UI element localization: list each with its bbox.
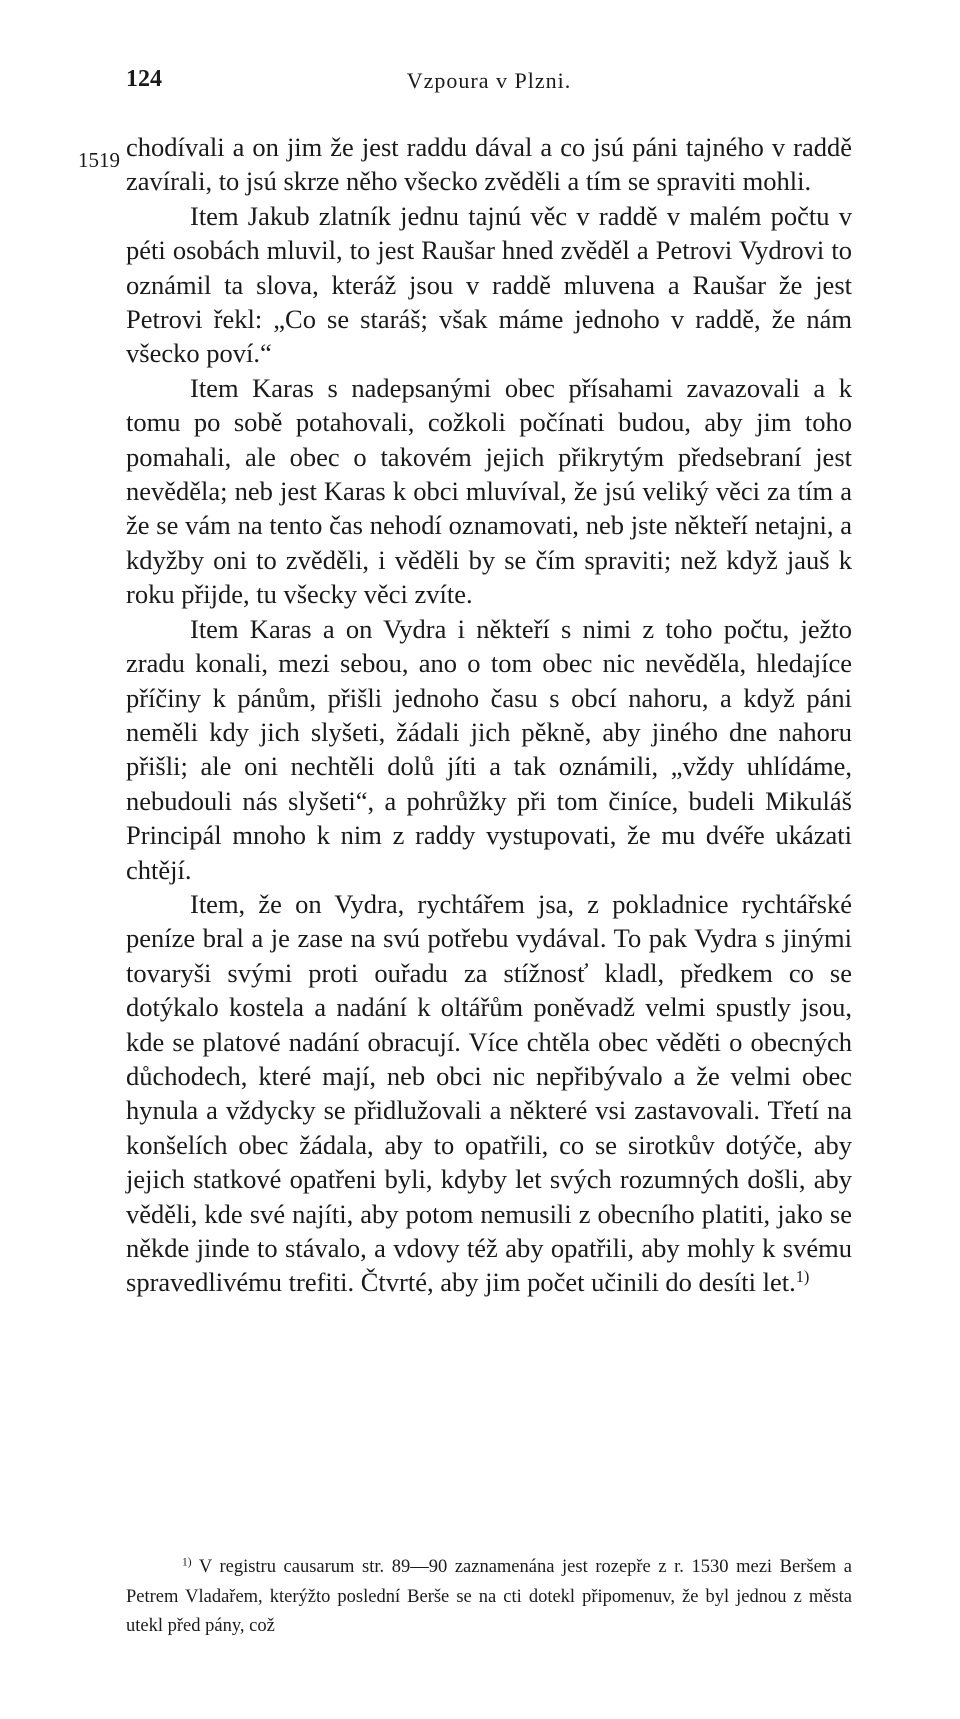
margin-year-note: 1519: [78, 148, 120, 172]
footnote-reference: 1): [795, 1267, 810, 1287]
running-title: Vzpoura v Plzni.: [406, 68, 572, 93]
main-text: [126, 130, 852, 1300]
page-number: 124: [126, 66, 162, 92]
footnote: [126, 1553, 852, 1642]
paragraph: chodívali a on jim že jest raddu dával a co jsú páni tajného v raddě zavírali, to jsú skrze něho všecko zvěděli a tím se spraviti mohli.: [126, 132, 852, 197]
page-header: [126, 66, 852, 100]
paragraph-text: Item, že on Vydra, rychtářem jsa, z pokladnice rychtářské peníze bral a je zase na svú potřebu vydával. To pak Vydra s jinými tovaryši svými proti ouřadu za stížnosť kladl, předkem co se dotýkalo kostela a nadání k oltářům poněvadž velmi spustly jsou, kde se platové nadání obracují. Více chtěla obec věděti o obecných důchodech, které mají, neb obci nic nepřibývalo a že velmi obec hynula a vždycky se přidlužovali a některé vsi zastavovali. Třetí na konšelích obec žádala, aby to opatřili, co se sirotkův dotýče, aby jejich statkové opatřeni byli, kdyby let svých rozumných došli, aby věděli, kde své najíti, aby potom nemusili z obecního platiti, jako se někde jinde to stávalo, a vdovy též aby opatřili, aby mohly k svému spravedlivému trefiti. Čtvrté, aby jim počet učinili do desíti let.: [126, 888, 852, 1298]
footnote-area: [126, 1553, 852, 1642]
paragraph: Item Karas s nadepsanými obec přísahami zavazovali a k tomu po sobě potahovali, cožkoli počínati budou, aby jim toho pomahali, ale obec o takovém jejich přikrytým předsebraní jest nevěděla; neb jest Karas k obci mluvíval, že jsú veliký věci za tím a že se vám na tento čas nehodí oznamovati, neb jste někteří netajni, a kdyžby oni to zvěděli, i věděli by se čím spraviti; než když jauš k roku přijde, tu všecky věci zvíte.: [126, 372, 852, 610]
paragraph: Item Jakub zlatník jednu tajnú věc v raddě v malém počtu v péti osobách mluvil, to jest Raušar hned zvěděl a Petrovi Vydrovi to oznámil ta slova, kteráž jsou v raddě mluvena a Raušar že jest Petrovi řekl: „Co se staráš; však máme jednoho v raddě, že nám všecko poví.“: [126, 200, 852, 369]
footnote-text: V registru causarum str. 89—90 zaznamenána jest rozepře z r. 1530 mezi Beršem a Petrem Vladařem, kterýžto poslední Berše se na cti dotekl připomenuv, že byl jednou z města utekl před pány, což: [126, 1557, 852, 1636]
paragraph: Item Karas a on Vydra i někteří s nimi z toho počtu, ježto zradu konali, mezi sebou, ano o tom obec nic nevěděla, hledajíce příčiny k pánům, přišli jednoho času s obcí nahoru, a když páni neměli kdy jich slyšeti, žádali jich pěkně, aby jiného dne nahoru přišli; ale oni nechtěli dolů jíti a tak oznámili, „vždy uhlídáme, nebudouli nás slyšeti“, a pohrůžky při tom činíce, budeli Mikuláš Principál mnoho k nim z raddy vystupovati, že mu dvéře ukázati chtějí.: [126, 613, 852, 885]
footnote-marker: 1): [182, 1556, 192, 1569]
paragraph: [126, 887, 852, 1300]
